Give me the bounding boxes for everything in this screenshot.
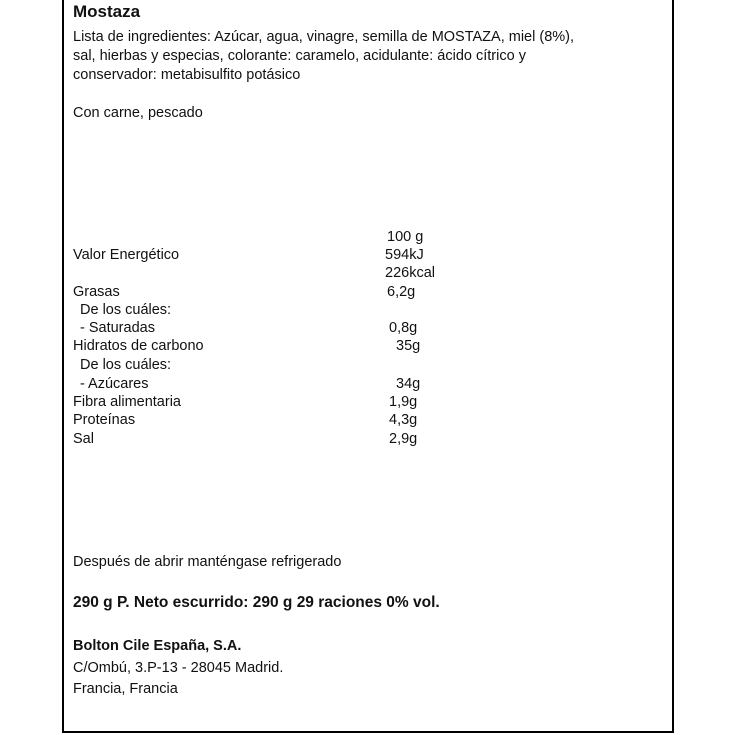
nutrition-row-label: Hidratos de carbono [73, 338, 204, 354]
storage-text: Después de abrir manténgase refrigerado [73, 554, 342, 570]
nutrition-row-label: De los cuáles: [80, 302, 172, 318]
origin-text: Francia, Francia [73, 681, 178, 697]
nutrition-row-value: 6,2g [387, 284, 416, 300]
nutrition-row-value: 1,9g [389, 394, 418, 410]
company-name: Bolton Cile España, S.A. [73, 638, 242, 654]
energy-label: Valor Energético [73, 247, 180, 263]
nutrition-header: 100 g [387, 229, 424, 245]
nutrition-row-value: 34g [396, 376, 421, 392]
nutrition-row-label: - Saturadas [80, 320, 155, 336]
nutrition-row-label: - Azúcares [80, 376, 149, 392]
company-address: C/Ombú, 3.P-13 - 28045 Madrid. [73, 660, 284, 676]
ingredients-line-2: sal, hierbas y especias, colorante: caramelo, acidulante: ácido cítrico y [73, 48, 526, 64]
nutrition-row-label: Proteínas [73, 412, 136, 428]
energy-kcal: 226kcal [385, 265, 435, 281]
nutrition-row-label: Fibra alimentaria [73, 394, 181, 410]
ingredients-line-3: conservador: metabisulfito potásico [73, 67, 301, 83]
nutrition-row-label: De los cuáles: [80, 357, 172, 373]
ingredients-line-1: Lista de ingredientes: Azúcar, agua, vinagre, semilla de MOSTAZA, miel (8%), [73, 29, 575, 45]
net-weight-line: 290 g P. Neto escurrido: 290 g 29 raciones 0% vol. [73, 594, 440, 611]
nutrition-row-value: 2,9g [389, 431, 418, 447]
nutrition-row-value: 35g [396, 338, 421, 354]
nutrition-row-value: 0,8g [389, 320, 418, 336]
usage-text: Con carne, pescado [73, 105, 203, 121]
nutrition-row-value: 4,3g [389, 412, 418, 428]
energy-kj: 594kJ [385, 247, 424, 263]
nutrition-row-label: Grasas [73, 284, 120, 300]
product-title: Mostaza [73, 2, 141, 21]
nutrition-row-label: Sal [73, 431, 94, 447]
